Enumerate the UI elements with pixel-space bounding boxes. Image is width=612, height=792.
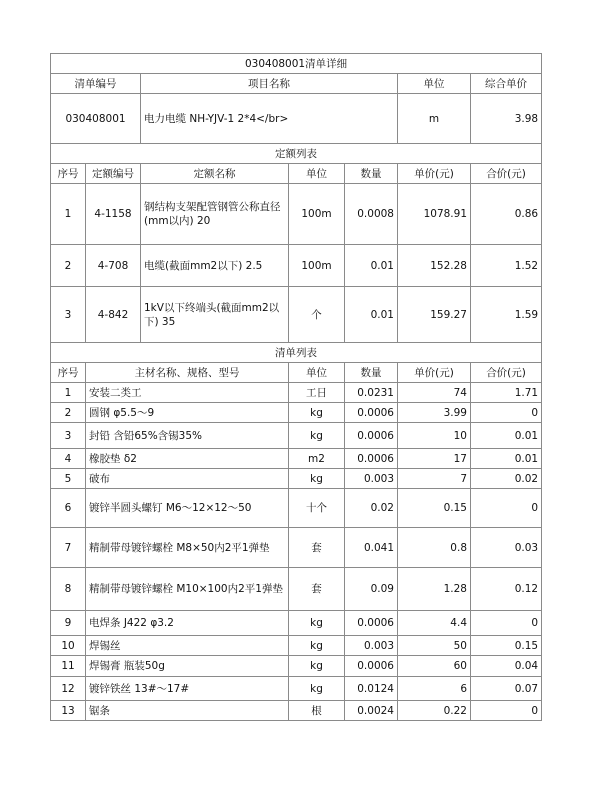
- unit-price-cell: 60: [398, 656, 471, 677]
- unit-price-cell: 6: [398, 677, 471, 701]
- table-row: [51, 449, 542, 469]
- column-header: 定额编号: [86, 164, 141, 184]
- unit-price-cell: 0.22: [398, 701, 471, 721]
- unit-cell: kg: [289, 423, 345, 449]
- quantity-cell: 0.0024: [345, 701, 398, 721]
- column-header: 单位: [289, 363, 345, 383]
- table-row: [51, 423, 542, 449]
- bill-detail-table: [50, 53, 542, 721]
- quota-code: 4-708: [86, 245, 141, 287]
- row-index: 5: [51, 469, 86, 489]
- column-header: 主材名称、规格、型号: [86, 363, 289, 383]
- column-header: 单位: [289, 164, 345, 184]
- material-name: 焊锡丝: [86, 636, 289, 656]
- quota-name: 钢结构支架配管钢管公称直径(mm以内) 20: [141, 184, 289, 245]
- row-index: 1: [51, 383, 86, 403]
- unit-cell: 100m: [289, 245, 345, 287]
- column-header: 序号: [51, 164, 86, 184]
- total-price-cell: 0.07: [471, 677, 542, 701]
- unit-price-cell: 159.27: [398, 287, 471, 343]
- unit-price-cell: 4.4: [398, 611, 471, 636]
- unit-cell: 套: [289, 568, 345, 611]
- bill-code-header: 清单编号: [51, 74, 141, 94]
- table-row: [51, 469, 542, 489]
- unit-cell: kg: [289, 677, 345, 701]
- quantity-cell: 0.0006: [345, 403, 398, 423]
- total-price-cell: 0.12: [471, 568, 542, 611]
- row-index: 2: [51, 403, 86, 423]
- table-row: [51, 656, 542, 677]
- total-price-cell: 0.03: [471, 528, 542, 568]
- unit-cell: kg: [289, 403, 345, 423]
- row-index: 1: [51, 184, 86, 245]
- unit-price-cell: 1.28: [398, 568, 471, 611]
- total-price-cell: 1.52: [471, 245, 542, 287]
- table-row: [51, 287, 542, 343]
- row-index: 11: [51, 656, 86, 677]
- unit-price-cell: 74: [398, 383, 471, 403]
- materials-header-row: [51, 363, 542, 383]
- unit-price-cell: 10: [398, 423, 471, 449]
- quantity-cell: 0.0006: [345, 449, 398, 469]
- quantity-cell: 0.0006: [345, 656, 398, 677]
- total-price-cell: 0.04: [471, 656, 542, 677]
- unit-price-cell: 0.8: [398, 528, 471, 568]
- quota-code: 4-842: [86, 287, 141, 343]
- table-row: [51, 403, 542, 423]
- table-row: [51, 489, 542, 528]
- unit-cell: kg: [289, 656, 345, 677]
- unit-cell: 十个: [289, 489, 345, 528]
- quantity-cell: 0.0008: [345, 184, 398, 245]
- unit-cell: 根: [289, 701, 345, 721]
- unit-price-cell: 1078.91: [398, 184, 471, 245]
- unit-value: m: [398, 94, 471, 144]
- table-row: [51, 701, 542, 721]
- material-name: 圆钢 φ5.5～9: [86, 403, 289, 423]
- quantity-cell: 0.041: [345, 528, 398, 568]
- total-price-cell: 0: [471, 489, 542, 528]
- table-row: [51, 383, 542, 403]
- column-header: 定额名称: [141, 164, 289, 184]
- unit-cell: m2: [289, 449, 345, 469]
- unit-price-cell: 17: [398, 449, 471, 469]
- material-name: 镀锌铁丝 13#～17#: [86, 677, 289, 701]
- row-index: 3: [51, 287, 86, 343]
- quantity-cell: 0.0006: [345, 423, 398, 449]
- unit-header: 单位: [398, 74, 471, 94]
- row-index: 4: [51, 449, 86, 469]
- item-name-value: 电力电缆 NH-YJV-1 2*4</br>: [141, 94, 398, 144]
- unit-price-cell: 0.15: [398, 489, 471, 528]
- material-name: 精制带母镀锌螺栓 M8×50内2平1弹垫: [86, 528, 289, 568]
- table-row: [51, 568, 542, 611]
- material-name: 精制带母镀锌螺栓 M10×100内2平1弹垫: [86, 568, 289, 611]
- quantity-cell: 0.003: [345, 636, 398, 656]
- unit-cell: 工日: [289, 383, 345, 403]
- column-header: 数量: [345, 363, 398, 383]
- quota-section-title: 定额列表: [51, 144, 542, 164]
- quantity-cell: 0.0231: [345, 383, 398, 403]
- unit-cell: 100m: [289, 184, 345, 245]
- row-index: 13: [51, 701, 86, 721]
- quota-name: 电缆(截面mm2以下) 2.5: [141, 245, 289, 287]
- row-index: 9: [51, 611, 86, 636]
- unit-price-value: 3.98: [471, 94, 542, 144]
- row-index: 12: [51, 677, 86, 701]
- table-row: [51, 636, 542, 656]
- column-header: 合价(元): [471, 164, 542, 184]
- total-price-cell: 0.02: [471, 469, 542, 489]
- total-price-cell: 0.15: [471, 636, 542, 656]
- quantity-cell: 0.0124: [345, 677, 398, 701]
- material-name: 封铅 含铅65%含锡35%: [86, 423, 289, 449]
- quota-header-row: [51, 164, 542, 184]
- column-header: 单价(元): [398, 164, 471, 184]
- total-price-cell: 0: [471, 403, 542, 423]
- quota-code: 4-1158: [86, 184, 141, 245]
- row-index: 7: [51, 528, 86, 568]
- material-name: 破布: [86, 469, 289, 489]
- item-name-header: 项目名称: [141, 74, 398, 94]
- bill-code-value: 030408001: [51, 94, 141, 144]
- column-header: 序号: [51, 363, 86, 383]
- unit-price-cell: 50: [398, 636, 471, 656]
- quantity-cell: 0.003: [345, 469, 398, 489]
- unit-cell: 个: [289, 287, 345, 343]
- row-index: 6: [51, 489, 86, 528]
- column-header: 单价(元): [398, 363, 471, 383]
- total-price-cell: 0.01: [471, 423, 542, 449]
- quantity-cell: 0.01: [345, 245, 398, 287]
- row-index: 8: [51, 568, 86, 611]
- material-name: 橡胶垫 δ2: [86, 449, 289, 469]
- material-name: 安装二类工: [86, 383, 289, 403]
- total-price-cell: 1.59: [471, 287, 542, 343]
- quantity-cell: 0.01: [345, 287, 398, 343]
- unit-cell: kg: [289, 469, 345, 489]
- table-title: 030408001清单详细: [51, 54, 542, 74]
- unit-cell: kg: [289, 611, 345, 636]
- row-index: 3: [51, 423, 86, 449]
- total-price-cell: 0.01: [471, 449, 542, 469]
- row-index: 2: [51, 245, 86, 287]
- column-header: 合价(元): [471, 363, 542, 383]
- table-row: [51, 184, 542, 245]
- unit-cell: kg: [289, 636, 345, 656]
- total-price-cell: 0.86: [471, 184, 542, 245]
- table-row: [51, 245, 542, 287]
- unit-price-cell: 3.99: [398, 403, 471, 423]
- material-name: 镀锌半圆头螺钉 M6～12×12～50: [86, 489, 289, 528]
- quantity-cell: 0.09: [345, 568, 398, 611]
- table-row: [51, 677, 542, 701]
- unit-price-cell: 152.28: [398, 245, 471, 287]
- unit-price-header: 综合单价: [471, 74, 542, 94]
- table-row: [51, 528, 542, 568]
- total-price-cell: 0: [471, 701, 542, 721]
- material-name: 电焊条 J422 φ3.2: [86, 611, 289, 636]
- quota-name: 1kV以下终端头(截面mm2以下) 35: [141, 287, 289, 343]
- total-price-cell: 1.71: [471, 383, 542, 403]
- material-name: 锯条: [86, 701, 289, 721]
- unit-price-cell: 7: [398, 469, 471, 489]
- column-header: 数量: [345, 164, 398, 184]
- table-row: [51, 611, 542, 636]
- total-price-cell: 0: [471, 611, 542, 636]
- row-index: 10: [51, 636, 86, 656]
- unit-cell: 套: [289, 528, 345, 568]
- quantity-cell: 0.02: [345, 489, 398, 528]
- materials-section-title: 清单列表: [51, 343, 542, 363]
- material-name: 焊锡膏 瓶装50g: [86, 656, 289, 677]
- quantity-cell: 0.0006: [345, 611, 398, 636]
